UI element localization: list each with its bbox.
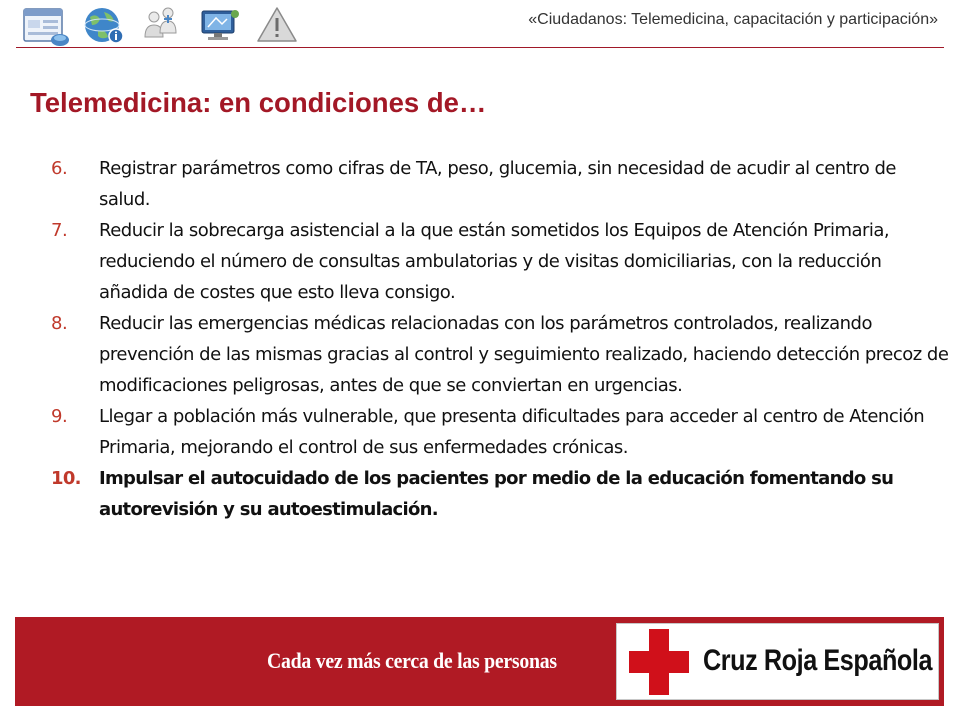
red-cross-icon — [629, 627, 689, 697]
logo-wordmark: Cruz Roja Española — [703, 644, 933, 677]
globe-info-icon — [78, 3, 128, 47]
banner-slogan: Cada vez más cerca de las personas — [267, 648, 557, 673]
list-item — [0, 463, 960, 525]
list-item-text: Registrar parámetros como cifras de TA, peso, glucemia, sin necesidad de acudir al centro de salud. — [99, 158, 897, 210]
list-item — [0, 215, 960, 308]
list-item-number: 9. — [51, 406, 68, 427]
monitor-icon — [194, 3, 244, 47]
list-item-text: Impulsar el autocuidado de los pacientes por medio de la educación fomentando su autorevisión y su autoestimulación. — [99, 468, 894, 520]
list-item-text: Llegar a población más vulnerable, que presenta dificultades para acceder al centro de Atención Primaria, mejorando el control de sus enfermedades crónicas. — [99, 406, 925, 458]
warning-icon — [252, 3, 302, 47]
header-divider — [16, 47, 944, 48]
browser-window-icon — [20, 3, 70, 47]
presentation-subtitle: «Ciudadanos: Telemedicina, capacitación y participación» — [528, 11, 938, 28]
list-item-number: 10. — [51, 468, 81, 489]
list-item — [0, 153, 960, 215]
list-item-text: Reducir las emergencias médicas relacionadas con los parámetros controlados, realizando prevención de las mismas gracias al control y seguimiento realizado, haciendo detección precoz de modificaciones peligrosas, antes de que se conviertan en urgencias. — [99, 313, 949, 396]
users-icon — [136, 3, 186, 47]
list-item-number: 6. — [51, 158, 68, 179]
list-item-text: Reducir la sobrecarga asistencial a la que están sometidos los Equipos de Atención Primaria, reduciendo el número de consultas ambulatorias y de visitas domiciliarias, con la reducción añadida de costes que esto lleva consigo. — [99, 220, 890, 303]
conditions-list — [0, 153, 960, 525]
footer-banner — [15, 617, 944, 706]
cruz-roja-logo — [616, 623, 939, 700]
slide-title: Telemedicina: en condiciones de… — [30, 87, 487, 118]
list-item-number: 8. — [51, 313, 68, 334]
list-item — [0, 401, 960, 463]
list-item-number: 7. — [51, 220, 68, 241]
list-item — [0, 308, 960, 401]
header-icon-strip — [20, 2, 302, 48]
